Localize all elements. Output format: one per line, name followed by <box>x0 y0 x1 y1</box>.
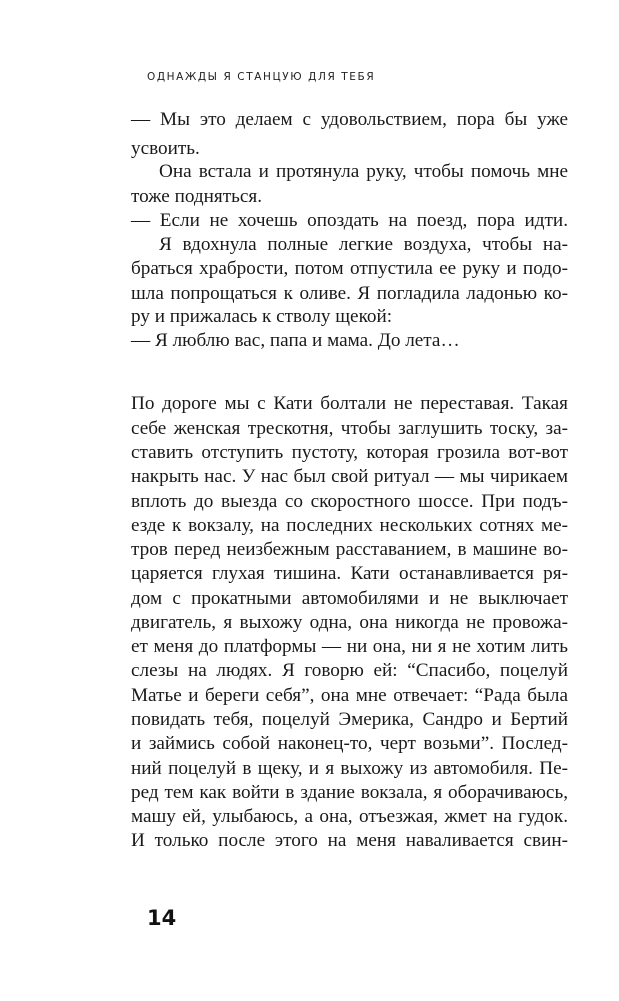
text-line: шла попрощаться к оливе. Я погладила ладонью ко- <box>131 283 568 304</box>
text-line: вплоть до выезда со скоростного шоссе. При подъ- <box>131 491 568 512</box>
text-line: ставить отступить пустоту, которая грозила вот-вот <box>131 442 568 463</box>
text-line: царяется глухая тишина. Кати останавливается ря- <box>131 563 568 584</box>
text-line: — Мы это делаем с удовольствием, пора бы уже <box>131 109 568 130</box>
text-line: — Я люблю вас, папа и мама. До лета… <box>131 330 460 351</box>
text-line: машу ей, улыбаюсь, а она, отъезжая, жмет на гудок. <box>131 806 568 827</box>
text-line: усвоить. <box>131 138 200 159</box>
text-line: накрыть нас. У нас был свой ритуал — мы чирикаем <box>131 466 568 487</box>
text-line: слезы на людях. Я говорю ей: “Спасибо, поцелуй <box>131 660 568 681</box>
text-line: дом с прокатными автомобилями и не выключает <box>131 588 568 609</box>
text-line: По дороге мы с Кати болтали не переставая. Такая <box>131 393 568 414</box>
page-number: 14 <box>147 906 177 930</box>
text-line: повидать тебя, поцелуй Эмерика, Сандро и Бертий <box>131 709 568 730</box>
text-line: ний поцелуй в щеку, и я выхожу из автомобиля. Пе- <box>131 758 568 779</box>
text-line: ру и прижалась к стволу щекой: <box>131 306 393 327</box>
text-line: Она встала и протянула руку, чтобы помочь мне <box>159 161 568 182</box>
text-line: езде к вокзалу, на последних нескольких сотнях ме- <box>131 515 568 536</box>
text-line: браться храбрости, потом отпустила ее руку и подо- <box>131 258 568 279</box>
text-line: ет меня до платформы — ни она, ни я не хотим лить <box>131 636 568 657</box>
text-line: тров перед неизбежным расставанием, в машине во- <box>131 539 568 560</box>
text-line: — Если не хочешь опоздать на поезд, пора идти. <box>131 210 568 231</box>
text-line: ред тем как войти в здание вокзала, я оборачиваюсь, <box>131 782 568 803</box>
text-line: себе женская трескотня, чтобы заглушить тоску, за- <box>131 418 568 439</box>
running-header: ОДНАЖДЫ Я СТАНЦУЮ ДЛЯ ТЕБЯ <box>147 71 376 83</box>
text-line: двигатель, я выхожу одна, она никогда не провожа- <box>131 612 568 633</box>
text-line: Я вдохнула полные легкие воздуха, чтобы на- <box>159 234 568 255</box>
text-line: И только после этого на меня наваливается свин- <box>131 830 568 851</box>
text-line: тоже подняться. <box>131 186 263 207</box>
text-line: Матье и береги себя”, она мне отвечает: “Рада была <box>131 685 568 706</box>
text-line: и займись собой наконец-то, черт возьми”. Послед- <box>131 733 568 754</box>
